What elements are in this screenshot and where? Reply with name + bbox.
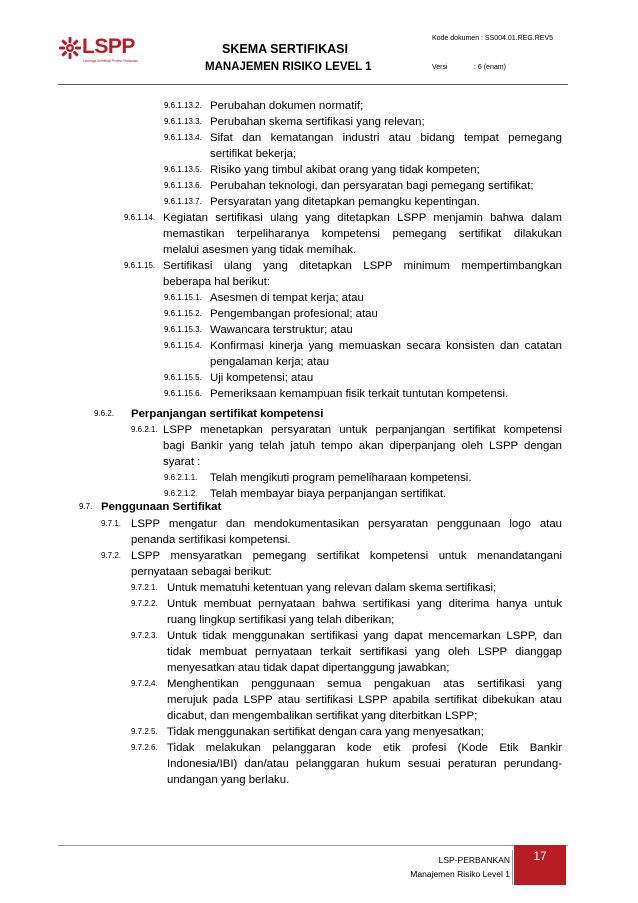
clause-line [210, 98, 562, 114]
document-title: SKEMA SERTIFIKASI [222, 42, 348, 56]
clause-line [167, 644, 562, 660]
clause-line [210, 370, 562, 386]
clause-line-text: sertifikat bekerja; [210, 148, 297, 160]
clause-line-text: melalui asesmen yang tidak memihak. [163, 244, 357, 256]
clause-line-text: ruang lingkup sertifikasi yang telah diberikan; [167, 614, 395, 626]
version-label: Versi [432, 64, 448, 71]
clause-line [210, 290, 562, 306]
page-footer [410, 853, 510, 881]
clause-text [167, 580, 562, 596]
clause-text [101, 499, 562, 515]
clause-line-text: pernyataan sebagai berikut: [131, 566, 272, 578]
clause-number: 9.7.1. [101, 519, 122, 528]
clause-line-text: Sifat dan kematangan industri atau bidang tempat pemegang [210, 132, 562, 144]
clause-text [210, 290, 562, 306]
clause-text [167, 596, 562, 628]
clause-line [210, 146, 562, 162]
clause-line [167, 580, 562, 596]
clause-number: 9.6.1.13.2. [164, 101, 202, 110]
clause-line [167, 756, 562, 772]
clause-number: 9.7.2.5. [131, 727, 158, 736]
clause-number: 9.6.1.15.4. [164, 341, 202, 350]
clause-text [210, 130, 562, 162]
clause-number: 9.7.2.6. [131, 743, 158, 752]
clause-number: 9.7.2.4. [131, 679, 158, 688]
clause-text [210, 322, 562, 338]
clause-line-text: LSPP mensyaratkan pemegang sertifikat kompetensi untuk menandatangani [131, 550, 562, 562]
clause-number: 9.7.2.3. [131, 631, 158, 640]
clause-line [131, 548, 562, 564]
clause-line [163, 258, 562, 274]
clause-number: 9.6.2. [94, 409, 115, 418]
clause-line [167, 628, 562, 644]
clause-line [210, 194, 562, 210]
clause-line-text: LSPP menetapkan persyaratan untuk perpanjangan sertifikat kompetensi [163, 424, 562, 436]
clause-text [131, 548, 562, 580]
clause-line [167, 772, 562, 788]
document-version [432, 64, 506, 71]
clause-line [101, 499, 562, 515]
clause-line-text: Tidak menggunakan sertifikat dengan cara yang menyesatkan; [167, 726, 484, 738]
clause-number: 9.6.1.15.6. [164, 389, 202, 398]
clause-line [131, 406, 562, 422]
clause-number: 9.6.1.13.3. [164, 117, 202, 126]
clause-line-text: Wawancara terstruktur; atau [210, 324, 353, 336]
clause-line [210, 114, 562, 130]
footer-rule [58, 845, 568, 846]
clause-line-text: beberapa hal berikut: [163, 276, 271, 288]
clause-text [163, 258, 562, 290]
clause-number: 9.6.1.14. [124, 213, 156, 222]
clause-line-text: pengalaman kerja; atau [210, 356, 330, 368]
clause-line [210, 178, 562, 194]
clause-line-text: Kegiatan sertifikasi ulang yang ditetapkan LSPP menjamin bahwa dalam [163, 212, 562, 224]
clause-line [163, 242, 562, 258]
clause-line [163, 274, 562, 290]
clause-line [167, 708, 562, 724]
clause-number: 9.6.1.13.4. [164, 133, 202, 142]
clause-number: 9.7.2.1. [131, 583, 158, 592]
clause-line-text: menyesatkan atau tidak dapat dipertanggung jawabkan; [167, 662, 450, 674]
clause-number: 9.7.2. [101, 551, 122, 560]
clause-line [210, 354, 562, 370]
clause-line-text: merujuk pada LSPP atau sertifikasi LSPP apabila sertifikat dibekukan atau [167, 694, 562, 706]
clause-line [210, 306, 562, 322]
clause-line-text: Pengembangan profesional; atau [210, 308, 378, 320]
clause-number: 9.6.1.15.1. [164, 293, 202, 302]
clause-number: 9.6.1.13.6. [164, 181, 202, 190]
clause-number: 9.6.1.13.7. [164, 197, 202, 206]
clause-number: 9.6.2.1. [131, 425, 158, 434]
clause-line [163, 226, 562, 242]
clause-line-text: tidak membuat pernyataan terkait sertifikasi yang oleh LSPP dianggap [167, 646, 562, 658]
clause-line [131, 532, 562, 548]
clause-text [210, 98, 562, 114]
clause-line [210, 386, 562, 402]
clause-line-text: memastikan terpeliharanya kompetensi pemegang sertifikat dilakukan [163, 228, 562, 240]
clause-text [210, 370, 562, 386]
clause-line-text: Telah mengikuti program pemeliharaan kompetensi. [210, 472, 472, 484]
clause-text [210, 338, 562, 370]
clause-line-text: Menghentikan penggunaan semua pengakuan atas sertifikasi yang [167, 678, 562, 690]
clause-line-text: Perubahan teknologi, dan persyaratan bagi pemegang sertifikat; [210, 180, 534, 192]
clause-line [167, 740, 562, 756]
lspp-logo [58, 34, 139, 68]
clause-text [210, 386, 562, 402]
logo-tagline: Lembaga Sertifikasi Profesi Perbankan [83, 59, 139, 63]
clause-line-text: Sertifikasi ulang yang ditetapkan LSPP minimum mempertimbangkan [163, 260, 562, 272]
clause-number: 9.6.1.15.3. [164, 325, 202, 334]
clause-line-text: Pemeriksaan kemampuan fisik terkait tuntutan kompetensi. [210, 388, 509, 400]
clause-text [167, 724, 562, 740]
clause-text [167, 628, 562, 676]
clause-number: 9.6.1.15.2. [164, 309, 202, 318]
clause-line [210, 338, 562, 354]
clause-line-text: LSPP mengatur dan mendokumentasikan persyaratan penggunaan logo atau [131, 518, 562, 530]
clause-text [210, 162, 562, 178]
clause-line-text: Perubahan skema sertifikasi yang relevan; [210, 116, 425, 128]
clause-line [131, 516, 562, 532]
clause-line-text: Perpanjangan sertifikat kompetensi [131, 408, 324, 420]
clause-line-text: Untuk tidak menggunakan sertifikasi yang dapat mencemarkan LSPP, dan [167, 630, 562, 642]
clause-text [167, 740, 562, 788]
clause-text [167, 676, 562, 724]
lspp-emblem-icon [58, 36, 82, 60]
clause-line-text: bagi Bankir yang telah jatuh tempo akan diperpanjang oleh LSPP dengan [163, 440, 562, 452]
clause-line [163, 454, 562, 470]
clause-text [131, 406, 562, 422]
clause-number: 9.6.2.1.1. [164, 473, 198, 482]
document-subtitle: MANAJEMEN RISIKO LEVEL 1 [205, 61, 372, 73]
clause-line-text: Untuk mematuhi ketentuan yang relevan dalam skema sertifikasi; [167, 582, 497, 594]
clause-line-text: Penggunaan Sertifikat [101, 501, 222, 513]
clause-line-text: Persyaratan yang ditetapkan pemangku kepentingan. [210, 196, 480, 208]
clause-line [163, 422, 562, 438]
footer-divider [512, 850, 513, 885]
clause-line [163, 210, 562, 226]
clause-line [210, 470, 562, 486]
clause-text [210, 306, 562, 322]
clause-line [167, 660, 562, 676]
clause-line [131, 564, 562, 580]
clause-text [210, 114, 562, 130]
page-number: 17 [533, 849, 547, 863]
clause-line-text: syarat : [163, 456, 201, 468]
footer-doc: Manajemen Risiko Level 1 [410, 869, 510, 879]
clause-line-text: Telah membayar biaya perpanjangan sertifikat. [210, 488, 447, 500]
clause-text [131, 516, 562, 548]
document-code: Kode dokumen : SS004.01.REG.REV5 [432, 35, 554, 42]
clause-number: 9.6.2.1.2. [164, 489, 198, 498]
clause-line [167, 724, 562, 740]
page-header [0, 0, 638, 90]
clause-line-text: Uji kompetensi; atau [210, 372, 314, 384]
logo-text: LSPP [82, 35, 135, 58]
clause-line-text: Untuk membuat pernyataan bahwa sertifikasi yang diterima hanya untuk [167, 598, 562, 610]
clause-line [167, 676, 562, 692]
clause-line [167, 596, 562, 612]
clause-number: 9.7. [79, 502, 93, 511]
clause-text [210, 470, 562, 486]
clause-line [167, 612, 562, 628]
clause-line-text: undangan yang berlaku. [167, 774, 290, 786]
clause-line-text: Konfirmasi kinerja yang memuaskan secara konsisten dan catatan [210, 340, 562, 352]
clause-line [163, 438, 562, 454]
header-rule [58, 84, 568, 85]
clause-line-text: Indonesia/IBI) dan/atau pelanggaran hukum sesuai peraturan perundang- [167, 758, 562, 770]
version-value: : 6 (enam) [474, 64, 506, 71]
clause-text [210, 178, 562, 194]
clause-line [210, 162, 562, 178]
footer-org: LSP-PERBANKAN [438, 855, 510, 865]
clause-line [167, 692, 562, 708]
clause-line [210, 130, 562, 146]
clause-number: 9.7.2.2. [131, 599, 158, 608]
clause-number: 9.6.1.15.5. [164, 373, 202, 382]
clause-text [210, 194, 562, 210]
clause-line-text: dicabut, dan mengembalikan sertifikat yang diterbitkan LSPP; [167, 710, 478, 722]
page-number-box [514, 845, 566, 885]
clause-text [163, 422, 562, 470]
clause-line [210, 322, 562, 338]
clause-line-text: Perubahan dokumen normatif; [210, 100, 364, 112]
clause-number: 9.6.1.15. [124, 261, 156, 270]
clause-line-text: Asesmen di tempat kerja; atau [210, 292, 364, 304]
clause-number: 9.6.1.13.5. [164, 165, 202, 174]
clause-text [163, 210, 562, 258]
clause-line-text: penanda sertifikasi kompetensi. [131, 534, 291, 546]
clause-line-text: Risiko yang timbul akibat orang yang tidak kompeten; [210, 164, 480, 176]
clause-line-text: Tidak melakukan pelanggaran kode etik profesi (Kode Etik Bankir [167, 742, 562, 754]
